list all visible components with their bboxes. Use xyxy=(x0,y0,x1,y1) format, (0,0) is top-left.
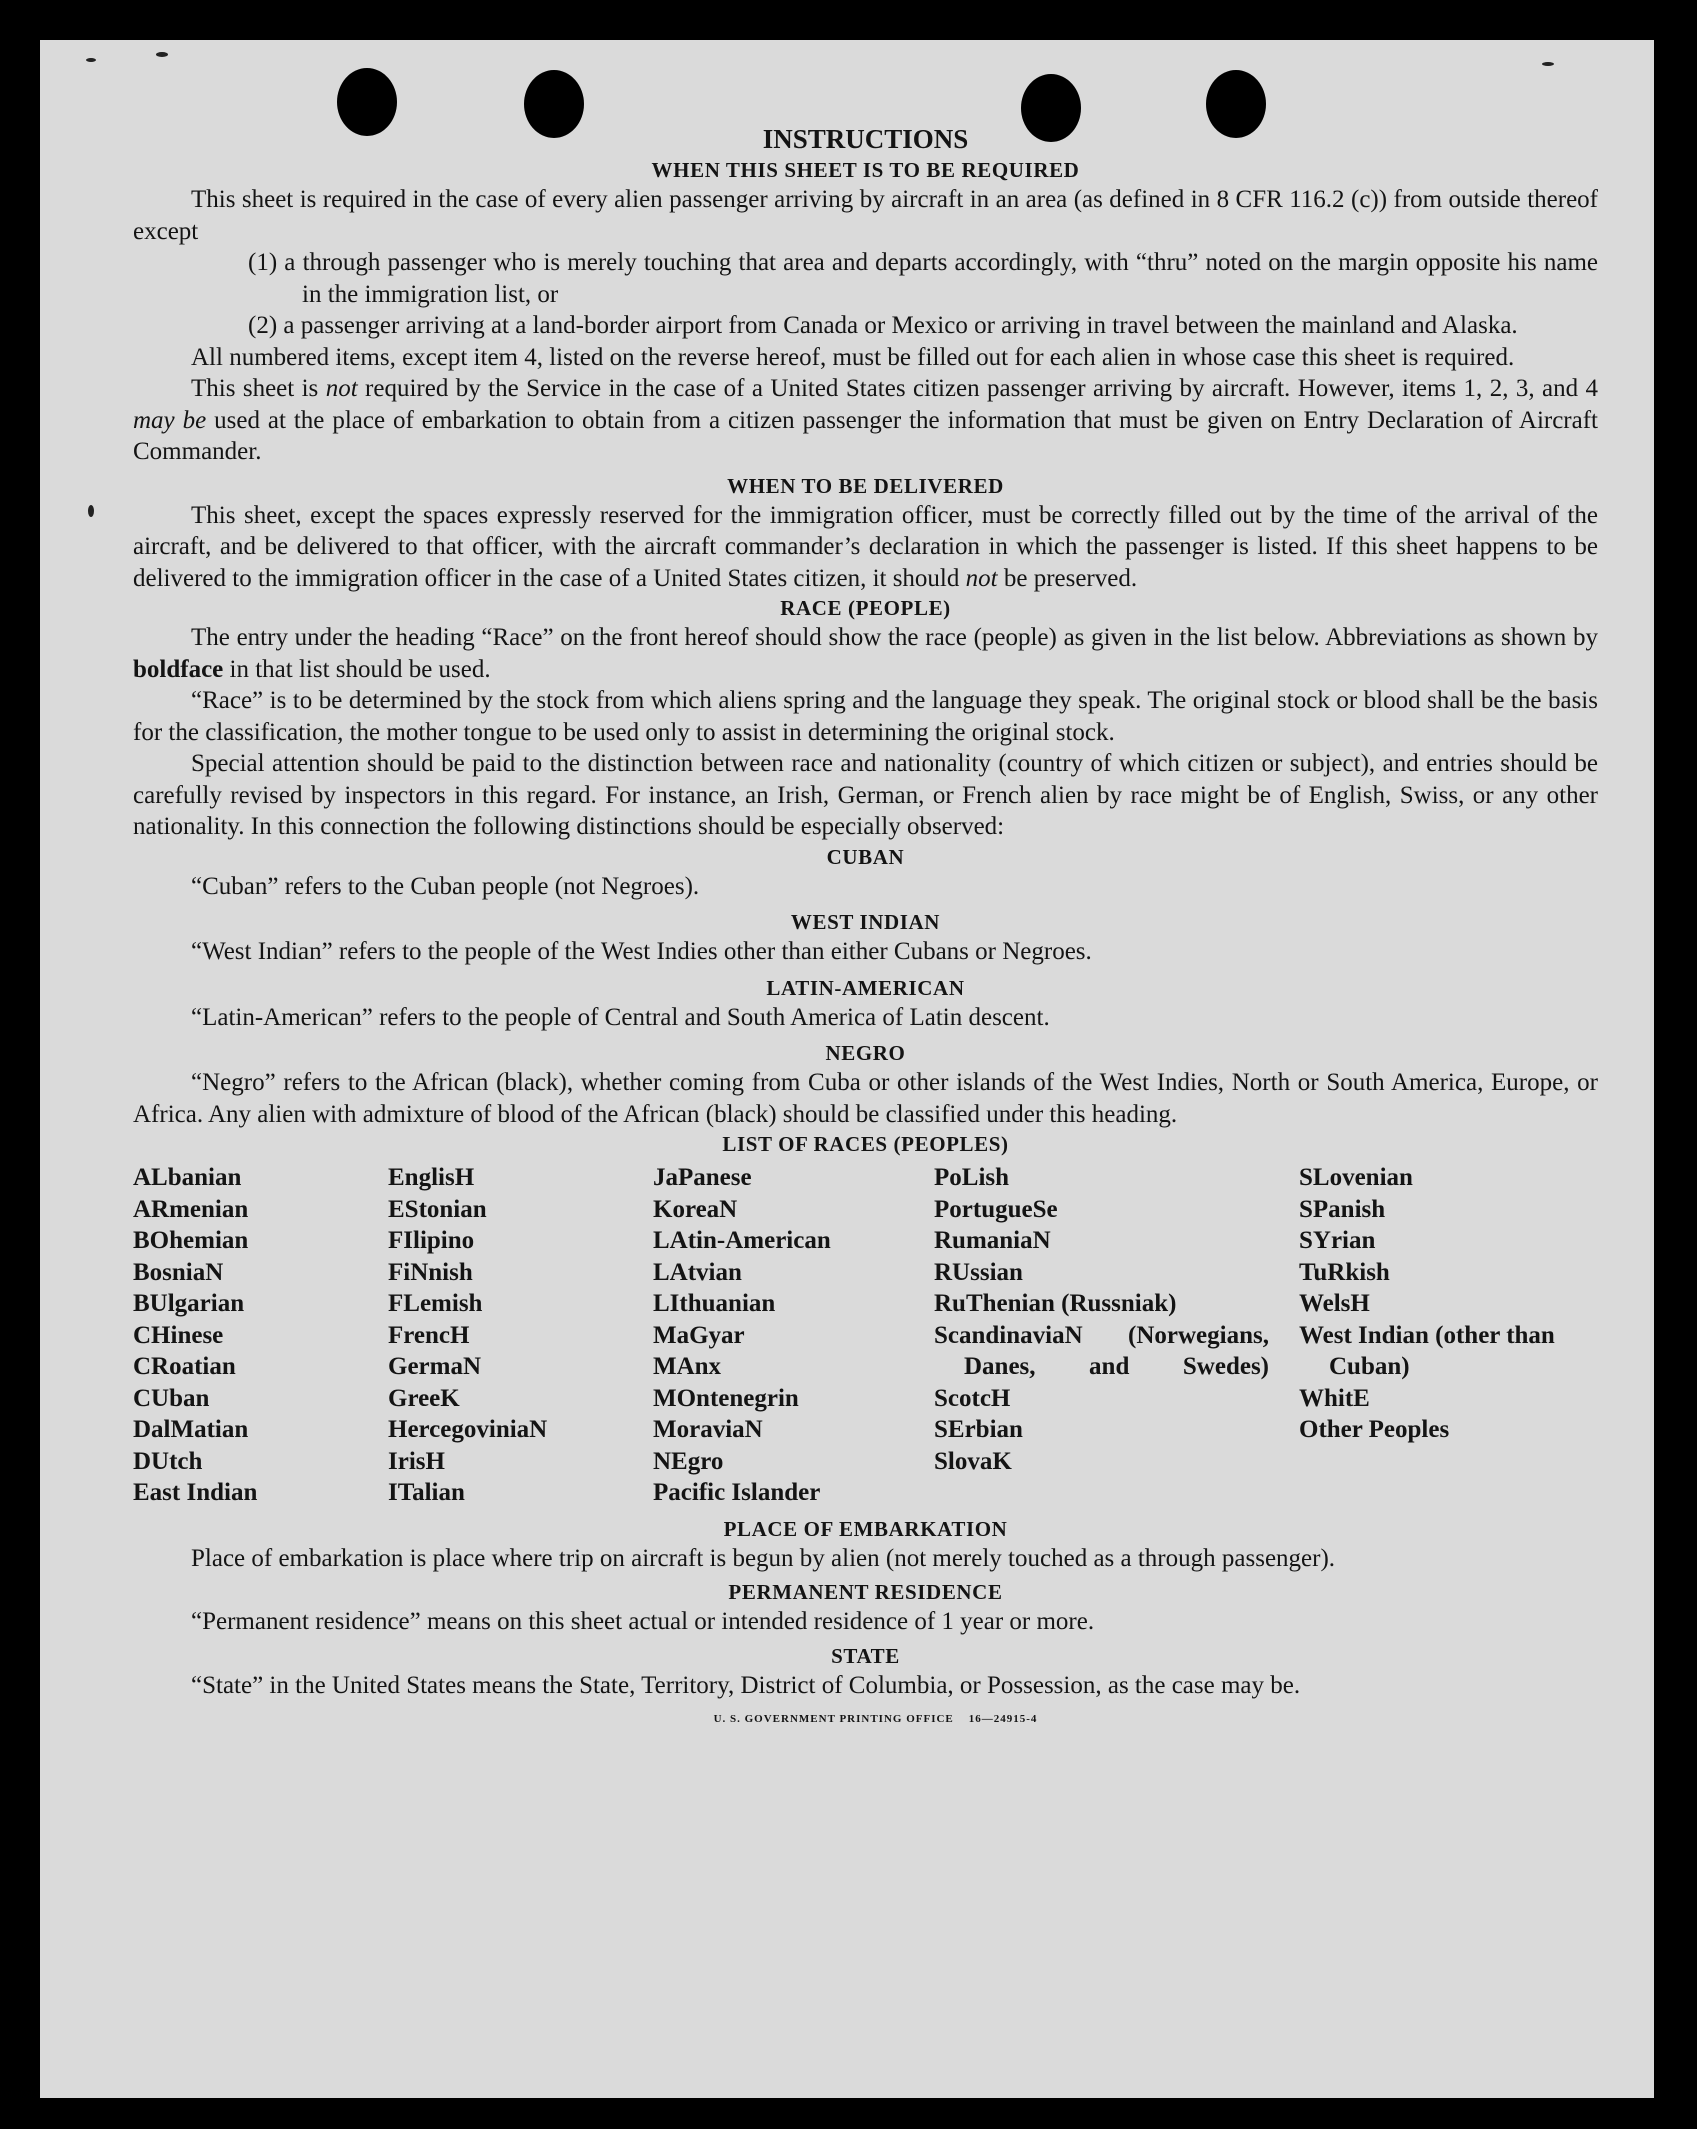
paragraph xyxy=(133,373,1598,468)
race-entry: KoreaN xyxy=(653,1195,738,1223)
race-entry: ITalian xyxy=(388,1479,465,1506)
race-entry: ScandinaviaN (Norwegians, Danes, and Swedes) xyxy=(934,1321,1269,1380)
paragraph: “Permanent residence” means on this sheet actual or intended residence of 1 year or more. xyxy=(191,1608,1095,1635)
race-entry: Pacific Islander xyxy=(653,1479,821,1506)
race-entry: JaPanese xyxy=(653,1164,752,1191)
text-run: in that list should be used. xyxy=(223,655,491,683)
document-page xyxy=(40,40,1654,2098)
page-title: INSTRUCTIONS xyxy=(762,124,969,154)
races-column xyxy=(133,1162,388,1509)
list-item: (1) a through passenger who is merely touching that area and departs accordingly, with “thru” noted on the margin opposite his name in the immigration list, or xyxy=(248,249,1598,308)
race-entry: WhitE xyxy=(1299,1384,1370,1412)
race-entry: ALbanian xyxy=(133,1164,242,1191)
emphasis-text: not xyxy=(965,564,998,592)
heading-cuban: CUBAN xyxy=(826,844,905,869)
race-entry: RUssian xyxy=(934,1258,1023,1286)
race-entry: Other Peoples xyxy=(1299,1416,1450,1443)
text-run: required by the Service in the case of a United States citizen passenger arriving by aircraft. However, items 1, 2, 3, and 4 xyxy=(357,375,1598,402)
bold-text: boldface xyxy=(133,655,224,683)
race-entry: WelsH xyxy=(1299,1290,1370,1317)
paragraph: “Cuban” refers to the Cuban people (not Negroes). xyxy=(191,872,700,900)
heading-state: STATE xyxy=(831,1643,900,1668)
race-entry: HercegoviniaN xyxy=(388,1416,548,1443)
races-column xyxy=(653,1162,934,1509)
races-column xyxy=(934,1162,1299,1509)
paragraph: “West Indian” refers to the people of the West Indies other than either Cubans or Negroes. xyxy=(191,938,1092,965)
emphasis-text: may be xyxy=(133,406,207,434)
text-run: This sheet, except the spaces expressly reserved for the immigration officer, must be correctly filled out by the time of the arrival of the aircraft, and be delivered to that officer, with the aircraft commander’s declaration in which the passenger is listed. If this sheet happens to be delivered to the immigration officer in the case of a United States citizen, it should xyxy=(133,501,1598,592)
heading-negro: NEGRO xyxy=(825,1041,906,1065)
speck xyxy=(88,505,94,517)
race-entry: West Indian (other than Cuban) xyxy=(1299,1321,1555,1380)
race-entry: FIlipino xyxy=(388,1227,475,1254)
speck xyxy=(1542,62,1554,66)
race-entry: CRoatian xyxy=(133,1353,236,1380)
race-entry: FLemish xyxy=(388,1290,483,1317)
race-entry: FrencH xyxy=(388,1321,470,1349)
race-entry: LIthuanian xyxy=(653,1290,776,1317)
race-entry: BosniaN xyxy=(133,1258,224,1286)
race-entry: TuRkish xyxy=(1299,1258,1390,1286)
race-entry: GreeK xyxy=(388,1384,460,1412)
heading-place-of-embarkation: PLACE OF EMBARKATION xyxy=(723,1516,1008,1541)
paragraph: Special attention should be paid to the distinction between race and nationality (country of which citizen or subject), and entries should be carefully revised by inspectors in this regard. For instance, an Irish, German, or French alien by race might be of English, Swiss, or any other nationality. In this connection the following distinctions should be especially observed: xyxy=(133,750,1598,840)
text-run: This sheet is xyxy=(191,375,326,402)
paragraph: “State” in the United States means the State, Territory, District of Columbia, or Possession, as the case may be. xyxy=(191,1671,1301,1699)
race-entry: SPanish xyxy=(1299,1195,1386,1223)
race-entry: DalMatian xyxy=(133,1416,249,1443)
paragraph xyxy=(133,500,1598,595)
race-entry: BUlgarian xyxy=(133,1290,245,1317)
race-entry: PortugueSe xyxy=(934,1195,1058,1223)
race-entry: MOntenegrin xyxy=(653,1384,799,1412)
heading-permanent-residence: PERMANENT RESIDENCE xyxy=(728,1580,1003,1604)
race-entry: CUban xyxy=(133,1384,210,1412)
heading-list-of-races: LIST OF RACES (PEOPLES) xyxy=(722,1132,1009,1156)
paragraph: “Negro” refers to the African (black), whether coming from Cuba or other islands of the West Indies, North or South America, Europe, or Africa. Any alien with admixture of blood of the African (black) should be classified under this heading. xyxy=(133,1069,1598,1128)
race-entry: RuThenian (Russniak) xyxy=(934,1290,1177,1317)
race-entry: EStonian xyxy=(388,1195,487,1223)
text-run: be preserved. xyxy=(997,564,1138,592)
printing-office-footer: U. S. GOVERNMENT PRINTING OFFICE 16—24915-4 xyxy=(713,1713,1038,1725)
race-entry: ARmenian xyxy=(133,1195,249,1223)
races-column xyxy=(1299,1162,1598,1509)
text-run: used at the place of embarkation to obtain from a citizen passenger the information that must be given on Entry Declaration of Aircraft Commander. xyxy=(133,406,1599,465)
race-entry: MaGyar xyxy=(653,1321,745,1349)
race-entry: PoLish xyxy=(934,1164,1010,1191)
races-list xyxy=(133,1162,1598,1509)
heading-race: RACE (PEOPLE) xyxy=(780,596,951,620)
race-entry: SLovenian xyxy=(1299,1164,1413,1191)
race-entry: IrisH xyxy=(388,1447,445,1475)
paragraph: Place of embarkation is place where trip on aircraft is begun by alien (not merely touched as a through passenger). xyxy=(191,1544,1336,1572)
race-entry: DUtch xyxy=(133,1447,203,1475)
list-item: (2) a passenger arriving at a land-border airport from Canada or Mexico or arriving in travel between the mainland and Alaska. xyxy=(248,312,1518,339)
races-column xyxy=(388,1162,653,1509)
race-entry: MoraviaN xyxy=(653,1416,763,1443)
heading-when-required: WHEN THIS SHEET IS TO BE REQUIRED xyxy=(651,158,1080,182)
race-entry: EnglisH xyxy=(388,1164,475,1191)
speck xyxy=(86,58,96,62)
race-entry: ScotcH xyxy=(934,1384,1011,1412)
race-entry: BOhemian xyxy=(133,1227,249,1254)
document-content xyxy=(133,122,1598,1725)
race-entry: CHinese xyxy=(133,1321,224,1349)
paragraph xyxy=(133,622,1598,685)
race-entry: SlovaK xyxy=(934,1447,1012,1475)
paragraph: This sheet is required in the case of every alien passenger arriving by aircraft in an area (as defined in 8 CFR 116.2 (c)) from outside thereof except xyxy=(133,186,1598,245)
race-entry: SErbian xyxy=(934,1416,1023,1443)
paragraph: “Latin-American” refers to the people of Central and South America of Latin descent. xyxy=(191,1003,1050,1031)
heading-when-delivered: WHEN TO BE DELIVERED xyxy=(727,473,1004,498)
race-entry: East Indian xyxy=(133,1479,258,1506)
race-entry: GermaN xyxy=(388,1353,482,1380)
race-entry: FiNnish xyxy=(388,1258,473,1286)
speck xyxy=(156,52,168,57)
race-entry: RumaniaN xyxy=(934,1227,1051,1254)
race-entry: NEgro xyxy=(653,1447,724,1475)
emphasis-text: not xyxy=(325,375,358,402)
paragraph: All numbered items, except item 4, listed on the reverse hereof, must be filled out for each alien in whose case this sheet is required. xyxy=(191,343,1515,371)
race-entry: SYrian xyxy=(1299,1227,1376,1254)
race-entry: LAtin-American xyxy=(653,1227,831,1254)
heading-west-indian: WEST INDIAN xyxy=(790,910,941,934)
heading-latin-american: LATIN-AMERICAN xyxy=(766,975,965,1000)
race-entry: MAnx xyxy=(653,1353,722,1380)
text-run: The entry under the heading “Race” on the front hereof should show the race (people) as given in the list below. Abbreviations as shown by xyxy=(191,624,1598,651)
race-entry: LAtvian xyxy=(653,1258,742,1286)
paragraph: “Race” is to be determined by the stock from which aliens spring and the language they speak. The original stock or blood shall be the basis for the classification, the mother tongue to be used only to assist in determining the original stock. xyxy=(133,687,1598,746)
